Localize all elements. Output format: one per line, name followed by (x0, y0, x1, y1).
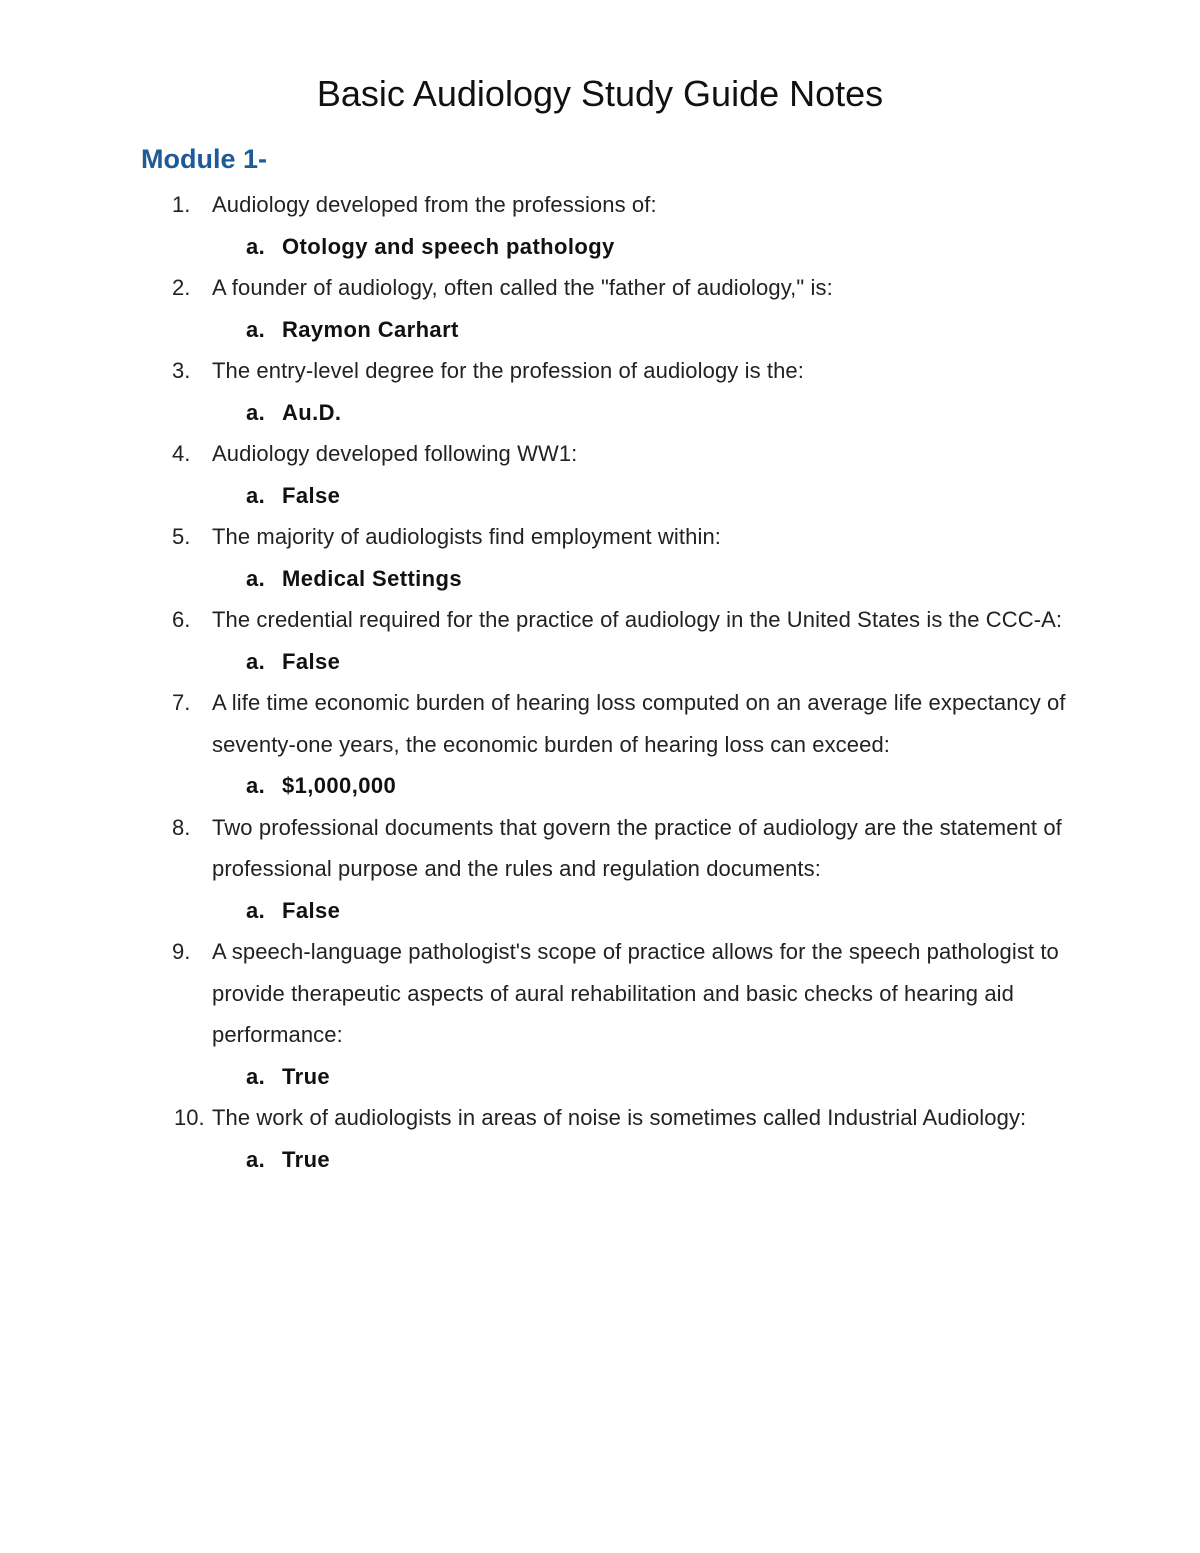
answer (246, 1139, 1200, 1181)
question-number: 8. (172, 814, 191, 840)
answer-text: Medical Settings (282, 565, 462, 591)
question-number: 10. (174, 1105, 205, 1130)
answer (246, 558, 1200, 600)
question-text: A life time economic burden of hearing loss computed on an average life expectancy of seventy-one years, the economic burden of hearing loss can exceed: (212, 690, 1066, 757)
answer-text: False (282, 482, 341, 508)
answer-text: Otology and speech pathology (282, 233, 615, 259)
answer (246, 309, 1200, 351)
answer (246, 392, 1200, 434)
question-text: Audiology developed following WW1: (212, 441, 578, 466)
question-number: 6. (172, 607, 191, 632)
answer-letter: a. (246, 773, 266, 798)
answer-text: Raymon Carhart (282, 316, 459, 342)
question-text: The entry-level degree for the profession of audiology is the: (212, 358, 804, 383)
answer (246, 890, 1200, 932)
question-item (0, 931, 1200, 1097)
question-text: A speech-language pathologist's scope of practice allows for the speech pathologist to provide therapeutic aspects of aural rehabilitation and basic checks of hearing aid performance: (212, 939, 1059, 1047)
answer-letter: a. (246, 565, 266, 591)
question-number: 1. (172, 192, 191, 217)
question-number: 2. (172, 275, 191, 300)
question-text: The credential required for the practice of audiology in the United States is the CCC-A: (212, 607, 1063, 632)
question-text: Two professional documents that govern the practice of audiology are the statement of professional purpose and the rules and regulation documents: (212, 814, 1062, 881)
answer-text: True (282, 1146, 331, 1172)
answer-letter: a. (246, 399, 266, 425)
module-heading: Module 1- (141, 144, 267, 174)
answer-letter: a. (246, 648, 266, 674)
question-list (0, 184, 1200, 1180)
answer (246, 765, 1200, 807)
question-item (0, 599, 1200, 682)
answer (246, 475, 1200, 517)
answer-text: Au.D. (282, 399, 342, 425)
answer-letter: a. (246, 897, 266, 923)
answer-text: $1,000,000 (282, 773, 397, 798)
question-number: 3. (172, 358, 191, 383)
answer (246, 641, 1200, 683)
answer-text: False (282, 648, 341, 674)
question-number: 7. (172, 690, 191, 715)
answer (246, 226, 1200, 268)
question-text: The majority of audiologists find employment within: (212, 524, 721, 549)
answer-text: True (282, 1063, 331, 1089)
question-text: Audiology developed from the professions of: (212, 192, 657, 217)
question-text: The work of audiologists in areas of noise is sometimes called Industrial Audiology: (212, 1105, 1027, 1130)
answer-letter: a. (246, 233, 266, 259)
question-item (0, 807, 1200, 932)
answer-letter: a. (246, 316, 266, 342)
question-item (0, 267, 1200, 350)
answer-letter: a. (246, 1146, 266, 1172)
answer-letter: a. (246, 482, 266, 508)
question-item (0, 350, 1200, 433)
question-item (0, 516, 1200, 599)
answer (246, 1056, 1200, 1098)
question-text: A founder of audiology, often called the "father of audiology," is: (212, 275, 833, 300)
question-item (0, 1097, 1200, 1180)
question-number: 9. (172, 939, 191, 964)
question-number: 4. (172, 441, 191, 466)
question-item (0, 682, 1200, 807)
question-item (0, 184, 1200, 267)
question-item (0, 433, 1200, 516)
answer-text: False (282, 897, 341, 923)
answer-letter: a. (246, 1063, 266, 1089)
question-number: 5. (172, 524, 191, 549)
document-title: Basic Audiology Study Guide Notes (316, 73, 884, 114)
